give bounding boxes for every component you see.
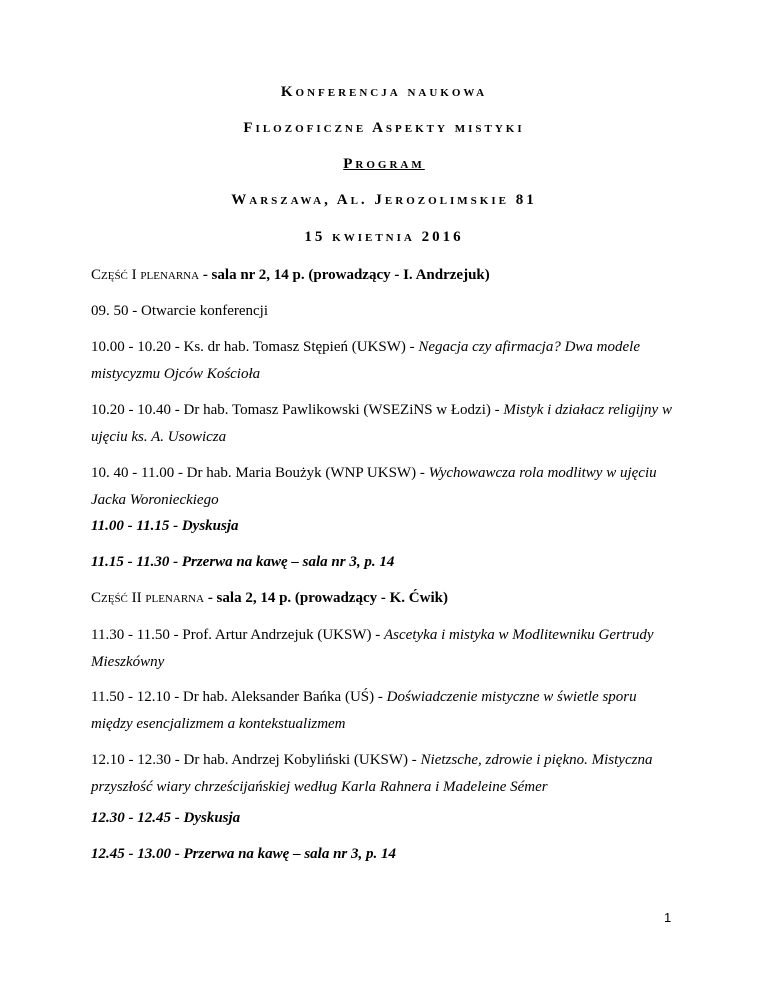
program-item-opening [91,298,681,325]
section-1-heading [91,262,681,289]
page-number: 1 [664,910,672,925]
item-time: 09. 50 - Otwarcie konferencji [91,303,269,319]
item-title: Mistyk i działacz religijny w ujęciu ks. A. Usowicza [91,402,672,445]
discussion-2: 12.30 - 12.45 - Dyskusja [91,810,241,826]
section-1-details: - sala nr 2, 14 p. (prowadzący - I. Andrzejuk) [199,267,490,283]
program-item-banka [91,684,681,738]
item-title: Wychowawcza rola modlitwy w ujęciu Jacka Woronieckiego [91,465,657,508]
program-item-kobylinski [91,747,681,801]
section-1-label: Część I plenarna [91,267,200,283]
item-time: 10.20 - 10.40 - Dr hab. Tomasz Pawlikowski (WSEZiNS w Łodzi) - [91,402,504,418]
program-item-pawlikowski [91,397,681,451]
item-title: Negacja czy afirmacja? Dwa modele mistycyzmu Ojców Kościoła [91,339,640,382]
section-2-label: Część II plenarna [91,590,205,606]
venue: Warszawa, Al. Jerozolimskie 81 [231,192,537,208]
section-2-heading [91,585,681,612]
section-2-details: - sala 2, 14 p. (prowadzący - K. Ćwik) [204,590,448,606]
conference-label: Konferencja naukowa [280,84,488,100]
program-item-bouzyk [91,460,681,514]
item-title: Doświadczenie mistyczne w świetle sporu między esencjalizmem a kontekstualizmem [91,689,637,732]
item-time: 11.50 - 12.10 - Dr hab. Aleksander Bańka (UŚ) - [91,689,387,705]
item-title: Nietzsche, zdrowie i piękno. Mistyczna przyszłość wiary chrześcijańskiej według Karla Rahnera i Madeleine Sémer [91,752,653,795]
item-time: 12.10 - 12.30 - Dr hab. Andrzej Kobyliński (UKSW) - [91,752,421,768]
coffee-break-1: 11.15 - 11.30 - Przerwa na kawę – sala nr 3, p. 14 [91,554,395,570]
coffee-break-2: 12.45 - 13.00 - Przerwa na kawę – sala nr 3, p. 14 [91,846,397,862]
discussion-1: 11.00 - 11.15 - Dyskusja [91,518,239,534]
conference-title: Filozoficzne Aspekty mistyki [243,120,525,136]
item-time: 10.00 - 10.20 - Ks. dr hab. Tomasz Stępień (UKSW) - [91,339,419,355]
program-heading: Program [343,156,425,172]
item-time: 11.30 - 11.50 - Prof. Artur Andrzejuk (UKSW) - [91,627,385,643]
date: 15 kwietnia 2016 [304,229,464,245]
item-title: Ascetyka i mistyka w Modlitewniku Gertrudy Mieszkówny [91,627,654,670]
program-item-stepien [91,334,681,388]
program-item-andrzejuk [91,622,681,676]
item-time: 10. 40 - 11.00 - Dr hab. Maria Boużyk (WNP UKSW) - [91,465,429,481]
